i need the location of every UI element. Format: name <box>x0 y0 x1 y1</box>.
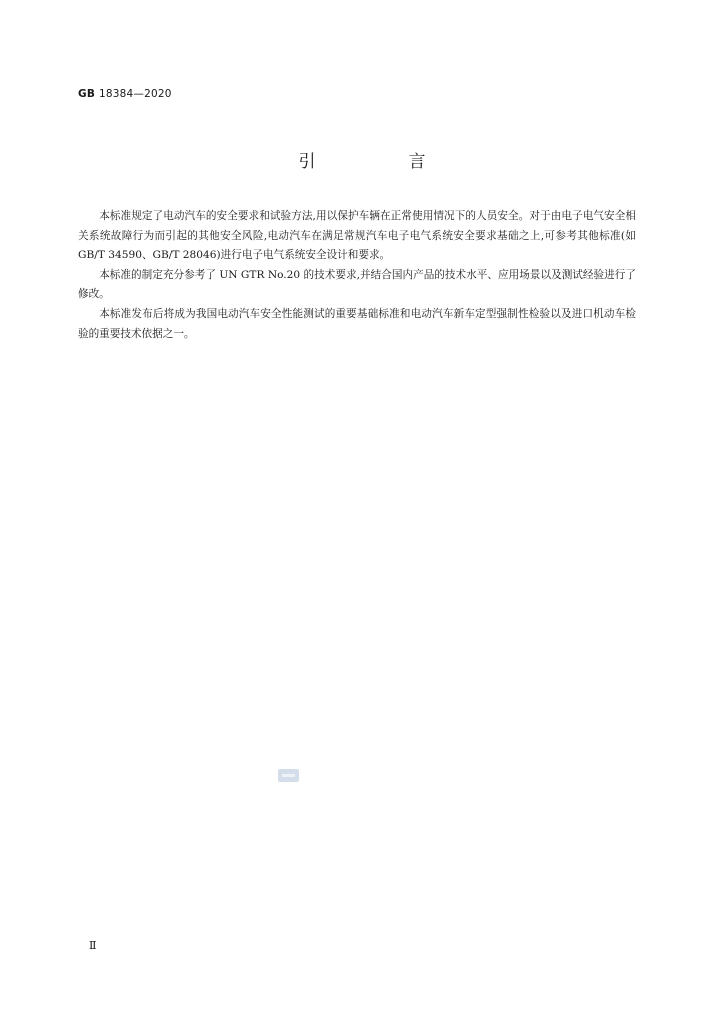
watermark-stamp-icon <box>278 769 299 782</box>
section-title: 引 言 <box>298 152 464 172</box>
page-number: Ⅱ <box>89 939 97 952</box>
standard-header <box>78 88 172 100</box>
paragraph-scope: 本标准规定了电动汽车的安全要求和试验方法,用以保护车辆在正常使用情况下的人员安全。对于由电子电气安全相关系统故障行为而引起的其他安全风险,电动汽车在满足常规汽车电子电气系统安全要求基础之上,可参考其他标准(如 GB/T 34590、GB/T 28046)进行电子电气系统安全设计和要求。 <box>78 210 636 262</box>
paragraph-significance: 本标准发布后将成为我国电动汽车安全性能测试的重要基础标准和电动汽车新车定型强制性检验以及进口机动车检验的重要技术依据之一。 <box>78 307 636 340</box>
standard-number: 18384—2020 <box>99 88 172 100</box>
foreword-body <box>78 207 636 344</box>
paragraph-reference: 本标准的制定充分参考了 UN GTR No.20 的技术要求,并结合国内产品的技术水平、应用场景以及测试经验进行了修改。 <box>78 268 636 301</box>
standard-prefix: GB <box>78 88 96 100</box>
